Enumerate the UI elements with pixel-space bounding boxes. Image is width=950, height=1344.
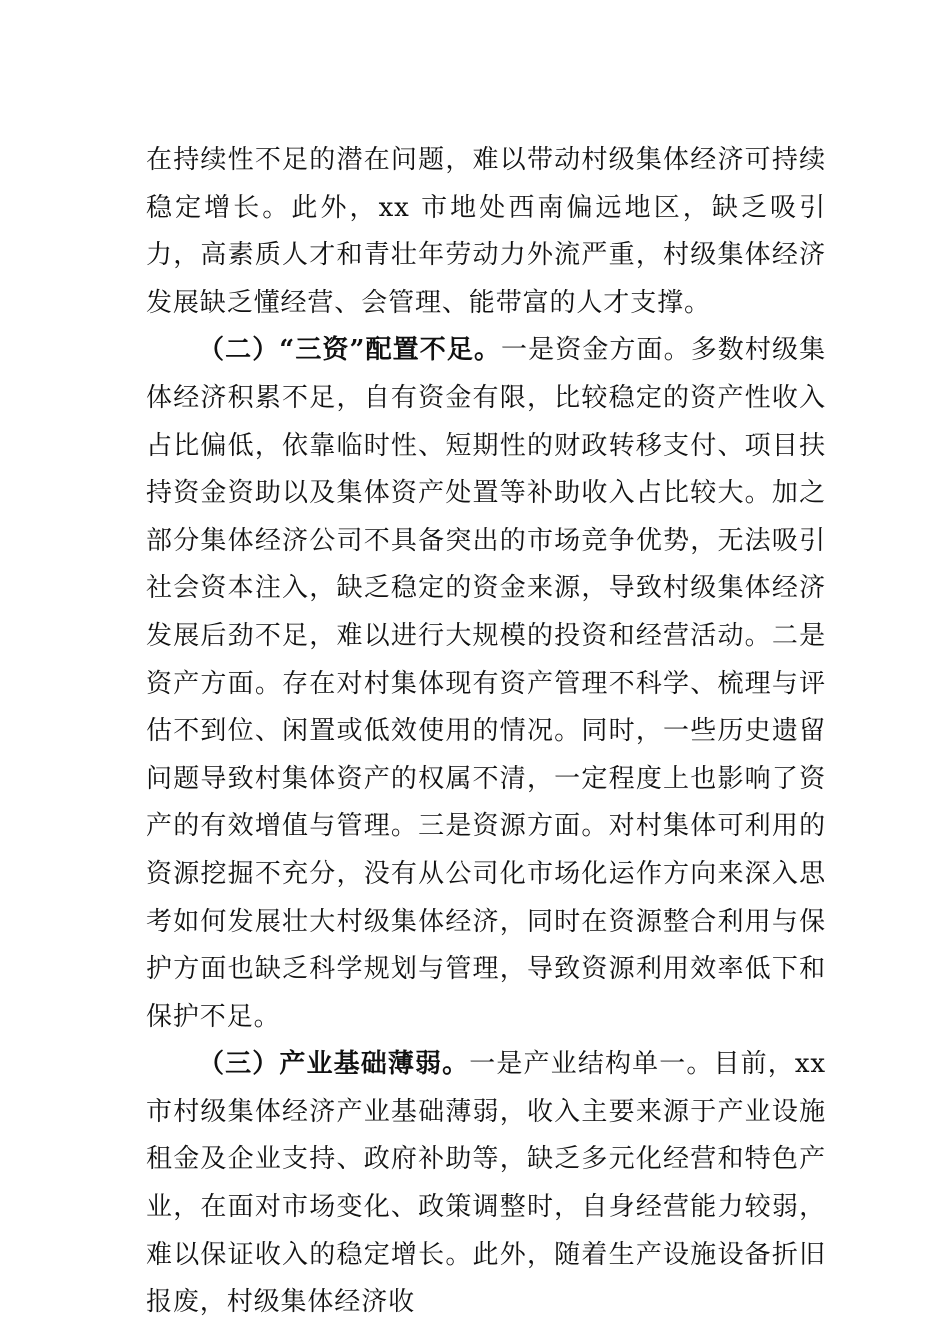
document-body bbox=[146, 137, 826, 1327]
section-heading-2: （二）“三资”配置不足。 bbox=[198, 335, 502, 366]
paragraph-text: 一是资金方面。多数村级集体经济积累不足，自有资金有限，比较稳定的资产性收入占比偏低，依靠临时性、短期性的财政转移支付、项目扶持资金资助以及集体资产处置等补助收入占比较大。加之部分集体经济公司不具备突出的市场竞争优势，无法吸引社会资本注入，缺乏稳定的资金来源，导致村级集体经济发展后劲不足，难以进行大规模的投资和经营活动。二是资产方面。存在对村集体现有资产管理不科学、梳理与评估不到位、闲置或低效使用的情况。同时，一些历史遗留问题导致村集体资产的权属不清，一定程度上也影响了资产的有效增值与管理。三是资源方面。对村集体可利用的资源挖掘不充分，没有从公司化市场化运作方向来深入思考如何发展壮大村级集体经济，同时在资源整合利用与保护方面也缺乏科学规划与管理，导致资源利用效率低下和保护不足。 bbox=[146, 335, 826, 1032]
paragraph-sanzi bbox=[146, 327, 826, 1041]
paragraph-industry bbox=[146, 1041, 826, 1327]
section-heading-3: （三）产业基础薄弱。 bbox=[198, 1049, 470, 1080]
paragraph-text: 在持续性不足的潜在问题，难以带动村级集体经济可持续稳定增长。此外，xx 市地处西南偏远地区，缺乏吸引力，高素质人才和青壮年劳动力外流严重，村级集体经济发展缺乏懂经营、会管理、能带富的人才支撑。 bbox=[146, 145, 826, 318]
paragraph-continuation bbox=[146, 137, 826, 327]
paragraph-text: 一是产业结构单一。目前，xx 市村级集体经济产业基础薄弱，收入主要来源于产业设施租金及企业支持、政府补助等，缺乏多元化经营和特色产业，在面对市场变化、政策调整时，自身经营能力较弱，难以保证收入的稳定增长。此外，随着生产设施设备折旧报废，村级集体经济收 bbox=[146, 1049, 826, 1318]
